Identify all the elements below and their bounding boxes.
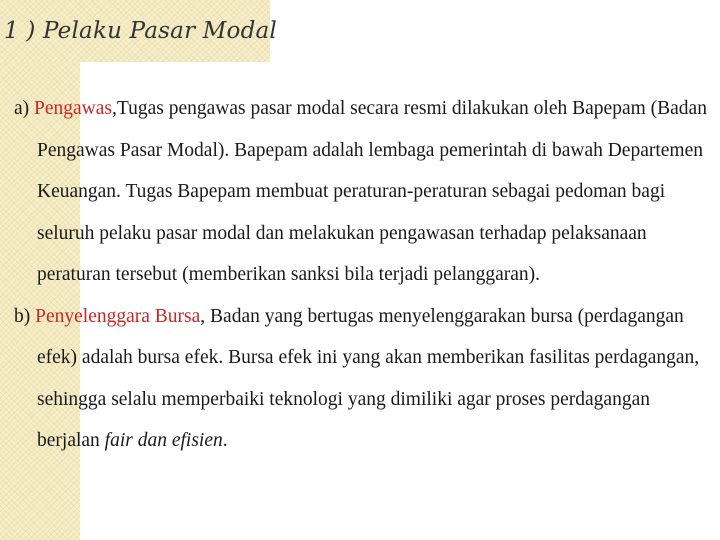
item-italic-text: fair dan efisien: [104, 430, 223, 451]
item-end-punctuation: .: [222, 430, 228, 451]
term-penyelenggara-bursa: Penyelenggara Bursa: [35, 305, 201, 327]
item-marker: b): [14, 305, 31, 327]
slide-content: [14, 88, 710, 462]
slide-title: 1 ) Pelaku Pasar Modal: [4, 18, 277, 44]
item-text: ,Tugas pengawas pasar modal secara resmi dilakukan oleh Bapepam (Badan Pengawas Pasar Modal). Bapepam adalah lembaga pemerintah di bawah Departemen Keuangan. Tugas Bapepam membuat peraturan-peraturan sebagai pedoman bagi seluruh pelaku pasar modal dan melakukan pengawasan terhadap pelaksanaan peraturan tersebut (memberikan sanksi bila terjadi pelanggaran).: [37, 98, 707, 285]
term-pengawas: Pengawas: [34, 98, 113, 119]
item-text: , Badan yang bertugas menyelenggarakan bursa (perdagangan efek) adalah bursa efek. Bursa efek ini yang akan memberikan fasilitas perdagangan, sehingga selalu memperbaiki teknologi yang dimiliki agar proses perdagangan berjalan: [37, 305, 700, 451]
list-item-penyelenggara-bursa: [14, 296, 710, 462]
list-item-pengawas: [14, 88, 710, 296]
item-marker: a): [14, 98, 30, 119]
